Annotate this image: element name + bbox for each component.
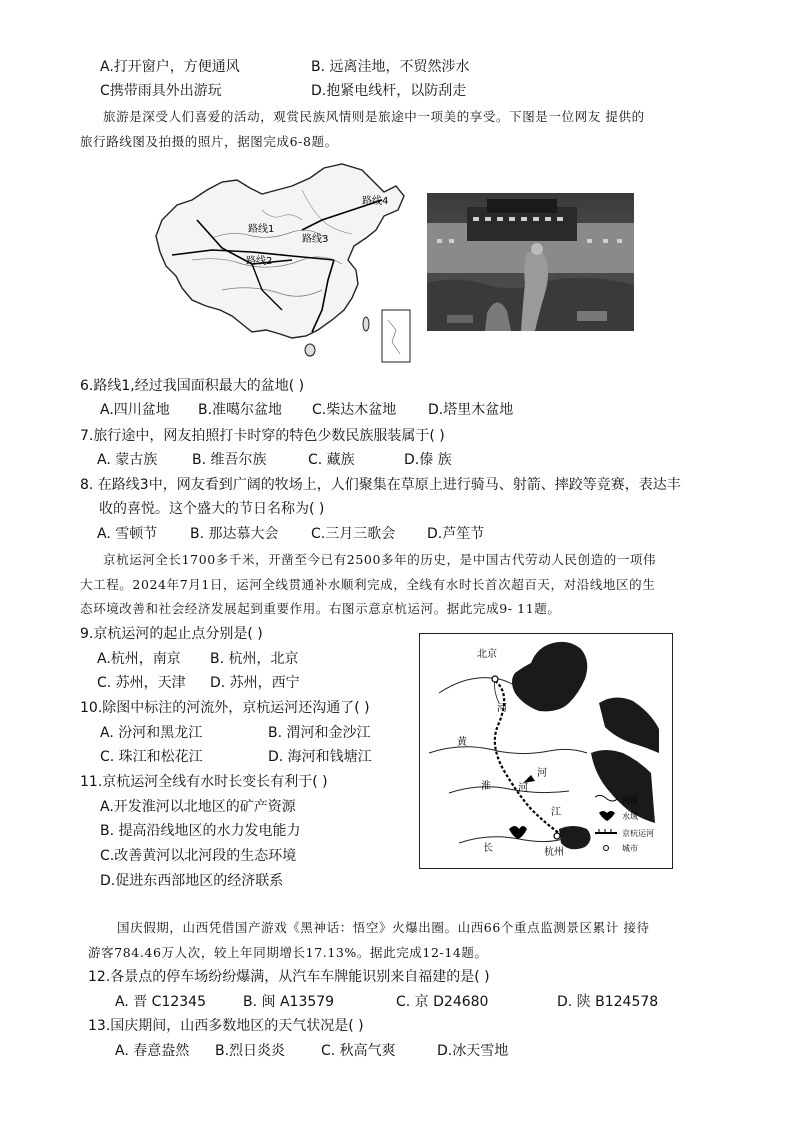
- q12-option-d: D. 陕 B124578: [557, 994, 659, 1010]
- q8-option-b: B. 那达慕大会: [190, 526, 279, 542]
- legend-city-label: 城市: [622, 844, 638, 853]
- q12-option-c: C. 京 D24680: [396, 994, 489, 1010]
- map2-hangzhou-label: 杭州: [544, 847, 564, 858]
- map1-route1-label: 路线1: [248, 224, 275, 235]
- map2-he-label-1: 河: [497, 703, 507, 714]
- q10-stem: 10.除图中标注的河流外，京杭运河还沟通了( ): [80, 700, 370, 716]
- q12-option-a: A. 晋 C12345: [115, 994, 206, 1010]
- passage-2-line-2: 大工程。2024年7月1日，运河全线贯通补水顺利完成，全线有水时长首次超百天，对沿线地区的生: [80, 577, 656, 592]
- legend-canal-label: 京杭运河: [622, 829, 654, 838]
- map1-route3-label: 路线3: [302, 234, 329, 245]
- passage-2-line-3: 态环境改善和社会经济发展起到重要作用。右图示意京杭运河。据此完成9- 11题。: [80, 601, 561, 616]
- q13-option-a: A. 春意盎然: [115, 1043, 190, 1059]
- q13-option-d: D.冰天雪地: [437, 1043, 509, 1059]
- map1-route2-label: 路线2: [246, 256, 273, 267]
- potala-palace-photo: [427, 193, 634, 331]
- q10-option-a: A. 汾河和黑龙江: [100, 725, 203, 741]
- q7-option-a: A. 蒙古族: [97, 452, 158, 468]
- passage-2-line-1: 京杭运河全长1700多千米，开凿至今已有2500多年的历史，是中国古代劳动人民创造的一项伟: [103, 552, 657, 567]
- q5-option-d: D.抱紧电线杆，以防刮走: [311, 83, 467, 99]
- legend-water-label: 水域: [622, 812, 638, 821]
- q6-option-c: C.柴达木盆地: [312, 402, 397, 418]
- q11-option-c: C.改善黄河以北河段的生态环境: [100, 848, 297, 864]
- q9-option-c: C. 苏州，天津: [97, 675, 186, 691]
- q12-option-b: B. 闽 A13579: [243, 994, 335, 1010]
- q11-option-a: A.开发淮河以北地区的矿产资源: [100, 799, 296, 815]
- q9-option-a: A.杭州，南京: [97, 651, 181, 667]
- q6-option-d: D.塔里木盆地: [428, 402, 514, 418]
- q12-stem: 12.各景点的停车场纷纷爆满，从汽车车牌能识别来自福建的是( ): [88, 969, 490, 985]
- q9-option-d: D. 苏州，西宁: [210, 675, 300, 691]
- map2-jiang-label: 江: [551, 807, 561, 818]
- map2-huai-label: 淮: [481, 781, 491, 792]
- q7-option-c: C. 藏族: [308, 452, 355, 468]
- passage-3-line-2: 游客784.46万人次，较上年同期增长17.13%。据此完成12-14题。: [88, 945, 488, 960]
- china-route-map: [152, 160, 412, 365]
- map2-he-label-2: 河: [537, 768, 547, 779]
- q11-option-b: B. 提高沿线地区的水力发电能力: [100, 823, 301, 839]
- q6-stem: 6.路线1,经过我国面积最大的盆地( ): [80, 378, 305, 394]
- legend-river-label: 河流: [622, 796, 638, 805]
- q13-option-c: C. 秋高气爽: [321, 1043, 396, 1059]
- map1-route4-label: 路线4: [362, 196, 389, 207]
- q8-option-c: C.三月三歌会: [311, 526, 396, 542]
- passage-3-line-1: 国庆假期，山西凭借国产游戏《黑神话：悟空》火爆出圈。山西66个重点监测景区累计 接待: [117, 920, 650, 935]
- q5-option-c: C携带雨具外出游玩: [100, 83, 222, 99]
- passage-1-line-1: 旅游是深受人们喜爱的活动，观赏民族风情则是旅途中一项美的享受。下图是一位网友 提供的: [103, 109, 645, 124]
- passage-1-line-2: 旅行路线图及拍摄的照片，据图完成6-8题。: [80, 134, 338, 149]
- q10-option-b: B. 渭河和金沙江: [268, 725, 371, 741]
- map2-huang-label: 黄: [457, 737, 467, 748]
- q7-option-b: B. 维吾尔族: [192, 452, 267, 468]
- q9-option-b: B. 杭州，北京: [210, 651, 299, 667]
- q6-option-a: A.四川盆地: [100, 402, 170, 418]
- q5-option-a: A.打开窗户，方便通风: [100, 59, 240, 75]
- map2-chang-label: 长: [483, 843, 493, 854]
- q8-stem-line-1: 8. 在路线3中，网友看到广阔的牧场上，人们聚集在草原上进行骑马、射箭、摔跤等竞赛，表达丰: [80, 477, 681, 493]
- map2-he-label-3: 河: [518, 783, 528, 794]
- q13-stem: 13.国庆期间，山西多数地区的天气状况是( ): [88, 1018, 364, 1034]
- grand-canal-map: [419, 633, 673, 869]
- q10-option-d: D. 海河和钱塘江: [268, 749, 372, 765]
- q7-option-d: D.傣 族: [404, 452, 452, 468]
- q13-option-b: B.烈日炎炎: [215, 1043, 286, 1059]
- q8-option-d: D.芦笙节: [427, 526, 485, 542]
- q11-stem: 11.京杭运河全线有水时长变长有利于( ): [80, 774, 328, 790]
- q11-option-d: D.促进东西部地区的经济联系: [100, 873, 284, 889]
- q8-stem-line-2: 收的喜悦。这个盛大的节日名称为( ): [99, 501, 325, 517]
- q8-option-a: A. 雪顿节: [97, 526, 158, 542]
- map2-beijing-label: 北京: [477, 649, 497, 660]
- q5-option-b: B. 远离洼地，不贸然涉水: [311, 59, 470, 75]
- q9-stem: 9.京杭运河的起止点分别是( ): [80, 626, 263, 642]
- q10-option-c: C. 珠江和松花江: [100, 749, 203, 765]
- q7-stem: 7.旅行途中，网友拍照打卡时穿的特色少数民族服装属于( ): [80, 428, 445, 444]
- q6-option-b: B.准噶尔盆地: [198, 402, 283, 418]
